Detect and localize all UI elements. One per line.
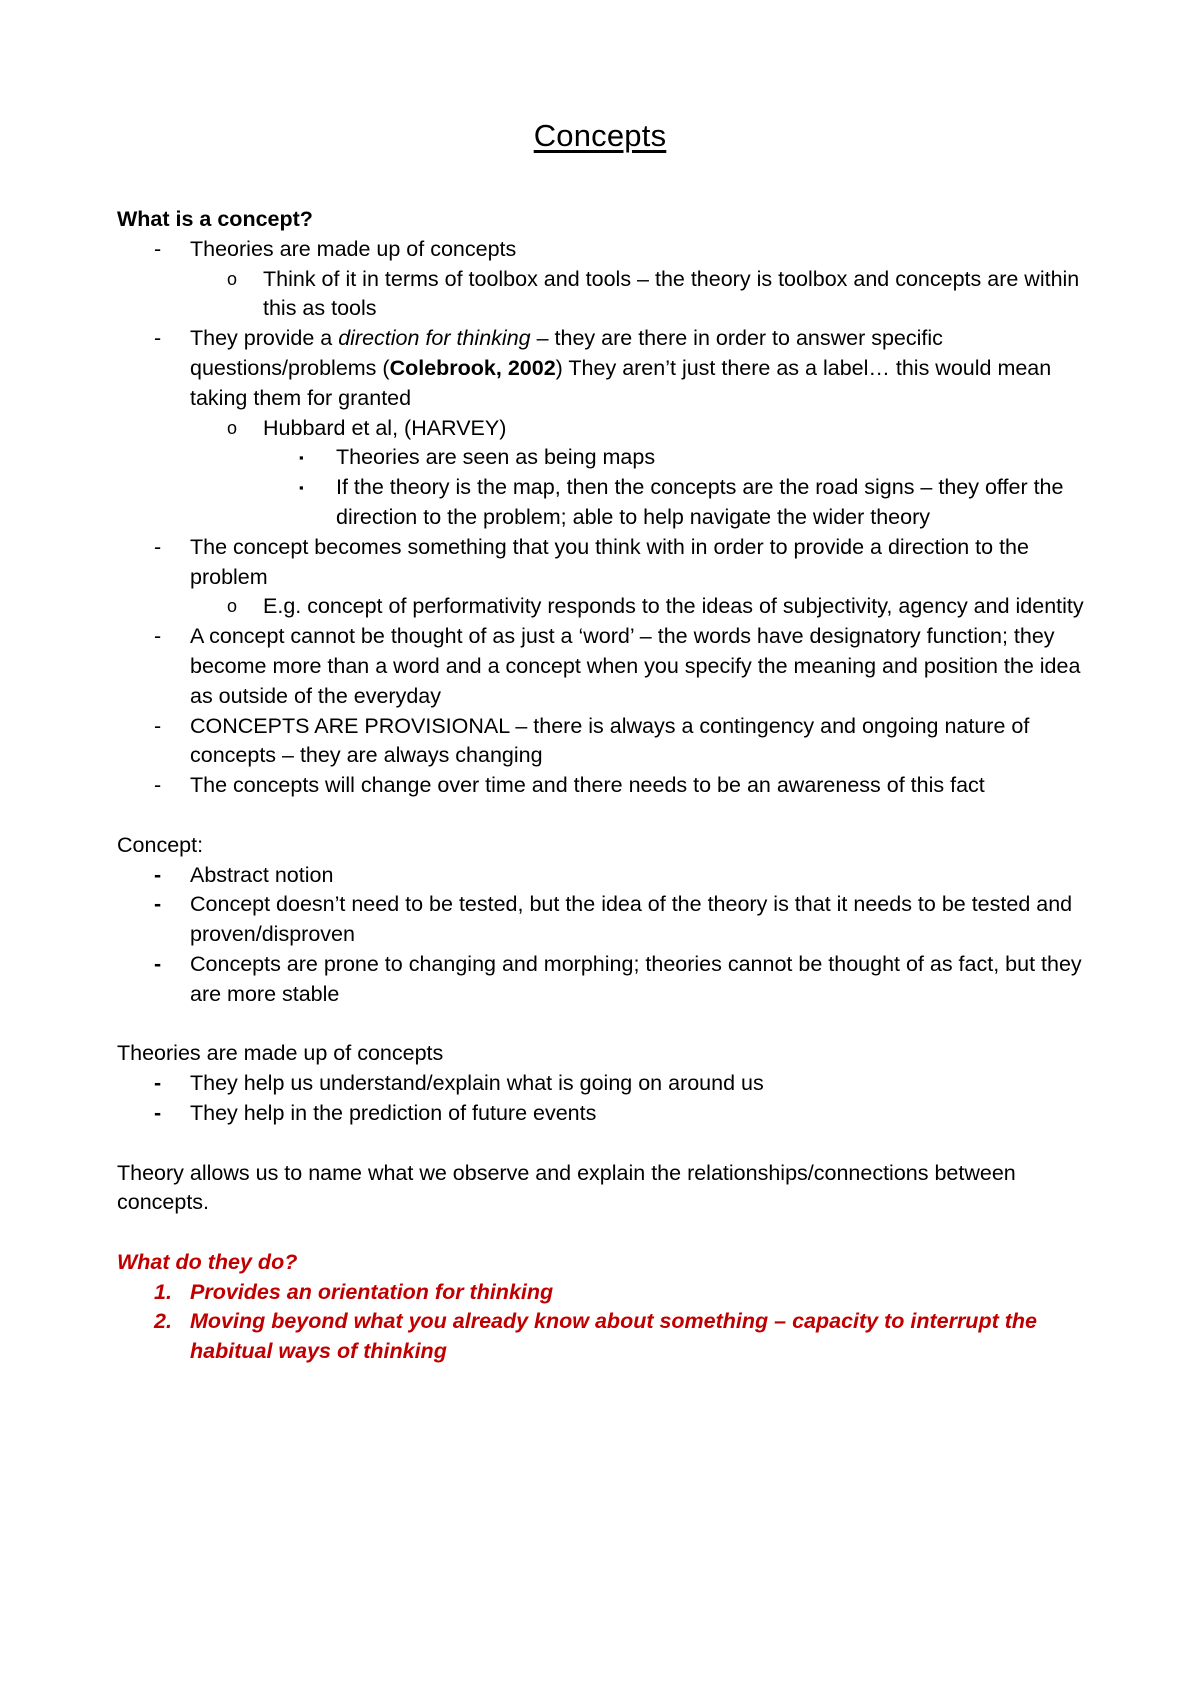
dash-bullet: - [154,624,162,649]
spacer [117,1010,1092,1040]
list-item-text: The concept becomes something that you think with in order to provide a direction to the problem [190,534,1029,589]
dash-bullet: - [154,713,162,738]
list-item-text: They help in the prediction of future events [190,1100,597,1125]
list-item [117,1069,1092,1099]
list-item-text: ) They aren’t just there as a label… this would mean taking them for granted [190,355,1052,410]
numbered-item [117,1278,1092,1308]
list-item-text: They help us understand/explain what is going on around us [190,1071,764,1096]
numbered-item-text: Moving beyond what you already know about something – capacity to interrupt the habitual ways of thinking [190,1309,1037,1364]
dash-bullet: - [154,534,162,559]
circle-bullet: o [227,417,238,438]
item-number: 1. [154,1279,172,1304]
list-item [117,265,1092,325]
list-item-text: Concept doesn’t need to be tested, but the idea of the theory is that it needs to be tested and proven/disproven [190,892,1073,947]
list-item [117,533,1092,593]
list-item-text: The concepts will change over time and there needs to be an awareness of this fact [190,773,985,798]
document-body [117,205,1092,1367]
list-item-text: Theories are seen as being maps [336,445,656,470]
list-item-text: – they are there in order to answer specific questions/problems ( [190,326,943,380]
dash-bullet: - [154,1071,162,1096]
paragraph: Theory allows us to name what we observe and explain the relationships/connections between concepts. [117,1160,1016,1215]
square-bullet: ▪ [299,480,304,496]
list-item-text: If the theory is the map, then the concepts are the road signs – they offer the direction to the problem; able to help navigate the wider theory [336,475,1064,529]
list-item [117,324,1092,413]
list-item [117,950,1092,1010]
dash-bullet: - [154,862,162,887]
list-item [117,890,1092,950]
list-item-text: Concepts are prone to changing and morphing; theories cannot be thought of as fact, but they are more stable [190,951,1082,1006]
section-heading-concept: Concept: [117,832,204,857]
list-item [117,592,1092,622]
list-item [117,443,1092,473]
item-number: 2. [154,1309,172,1334]
circle-bullet: o [227,596,238,617]
dash-bullet: - [154,773,162,798]
list-item [117,414,1092,444]
list-item [117,473,1092,533]
list-item-text: They provide a [190,326,339,351]
circle-bullet: o [227,268,238,289]
dash-bullet: - [154,951,162,976]
spacer [117,801,1092,831]
list-item-text: Hubbard et al, (HARVEY) [263,415,507,440]
list-item [117,622,1092,711]
list-item [117,712,1092,772]
list-item-text: Abstract notion [190,862,334,887]
list-item-text: Think of it in terms of toolbox and tools – the theory is toolbox and concepts are within this as tools [263,266,1080,321]
dash-bullet: - [154,1100,162,1125]
dash-bullet: - [154,326,162,351]
list-item [117,1099,1092,1129]
citation: Colebrook, 2002 [389,355,556,380]
list-item [117,861,1092,891]
list-item-text: E.g. concept of performativity responds to the ideas of subjectivity, agency and identity [263,594,1084,619]
numbered-item [117,1307,1092,1367]
italic-phrase: direction for thinking [338,326,531,351]
numbered-item-text: Provides an orientation for thinking [190,1279,554,1304]
dash-bullet: - [154,236,162,261]
list-item-text: Theories are made up of concepts [190,236,517,261]
list-item-text: CONCEPTS ARE PROVISIONAL – there is always a contingency and ongoing nature of concepts – they are always changing [190,713,1030,768]
spacer [117,1218,1092,1248]
list-item [117,235,1092,265]
dash-bullet: - [154,892,162,917]
section-heading-theories: Theories are made up of concepts [117,1041,444,1066]
square-bullet: ▪ [299,450,304,466]
section-heading-what-is-a-concept: What is a concept? [117,207,313,231]
spacer [117,1129,1092,1159]
section-heading-what-do-they-do: What do they do? [117,1249,298,1274]
page-title: Concepts [533,118,667,153]
list-item-text: A concept cannot be thought of as just a ‘word’ – the words have designatory function; they become more than a word and a concept when you specify the meaning and position the idea as outside of the everyday [190,624,1081,708]
list-item [117,771,1092,801]
